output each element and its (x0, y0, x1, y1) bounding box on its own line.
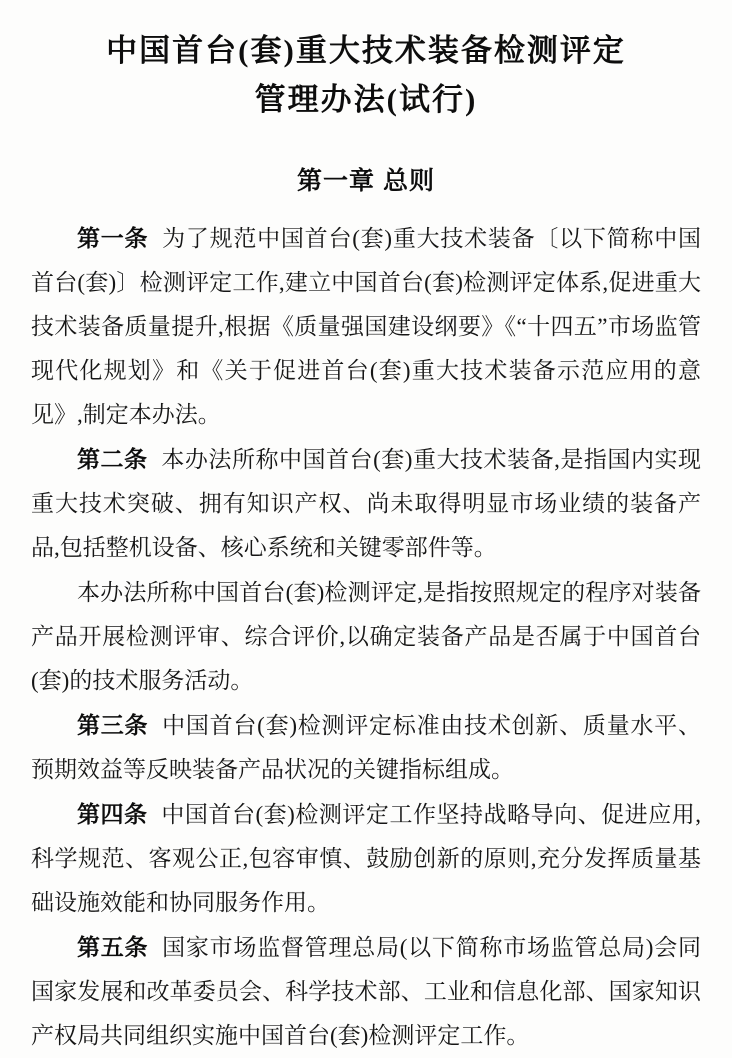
article-4-text: 中国首台(套)检测评定标准由技术创新、质量水平、预期效益等反映装备产品状况的关键指标组成。 (31, 713, 701, 782)
document-title (31, 26, 701, 124)
article-6-lead: 第五条 (77, 934, 149, 960)
article-1-text: 为了规范中国首台(套)重大技术装备〔以下简称中国首台(套)〕检测评定工作,建立中国首台(套)检测评定体系,促进重大技术装备质量提升,根据《质量强国建设纲要》《“十四五”市场监管现代化规划》和《关于促进首台(套)重大技术装备示范应用的意见》,制定本办法。 (31, 226, 701, 427)
article-4-lead: 第三条 (77, 712, 149, 738)
document-body (31, 216, 701, 1058)
article-1-lead: 第一条 (77, 225, 149, 251)
article-paragraph-2 (31, 437, 701, 570)
article-5-lead: 第四条 (77, 801, 148, 827)
article-paragraph-4 (31, 703, 701, 792)
article-5-text: 中国首台(套)检测评定工作坚持战略导向、促进应用,科学规范、客观公正,包容审慎、鼓励创新的原则,充分发挥质量基础设施效能和协同服务作用。 (31, 802, 701, 915)
article-3-text: 本办法所称中国首台(套)检测评定,是指按照规定的程序对装备产品开展检测评审、综合评价,以确定装备产品是否属于中国首台(套)的技术服务活动。 (31, 580, 701, 693)
chapter-heading: 第一章 总则 (297, 167, 435, 195)
article-paragraph-5 (31, 792, 701, 925)
article-6-text: 国家市场监督管理总局(以下简称市场监管总局)会同国家发展和改革委员会、科学技术部、工业和信息化部、国家知识产权局共同组织实施中国首台(套)检测评定工作。 (31, 935, 701, 1048)
document-title-line-2: 管理办法(试行) (254, 82, 478, 117)
article-2-text: 本办法所称中国首台(套)重大技术装备,是指国内实现重大技术突破、拥有知识产权、尚未取得明显市场业绩的装备产品,包括整机设备、核心系统和关键零部件等。 (31, 447, 701, 560)
document-title-line-1: 中国首台(套)重大技术装备检测评定 (106, 33, 626, 68)
article-2-lead: 第二条 (77, 446, 148, 472)
article-paragraph-6 (31, 925, 701, 1058)
article-paragraph-1 (31, 216, 701, 437)
article-paragraph-3 (31, 570, 701, 703)
